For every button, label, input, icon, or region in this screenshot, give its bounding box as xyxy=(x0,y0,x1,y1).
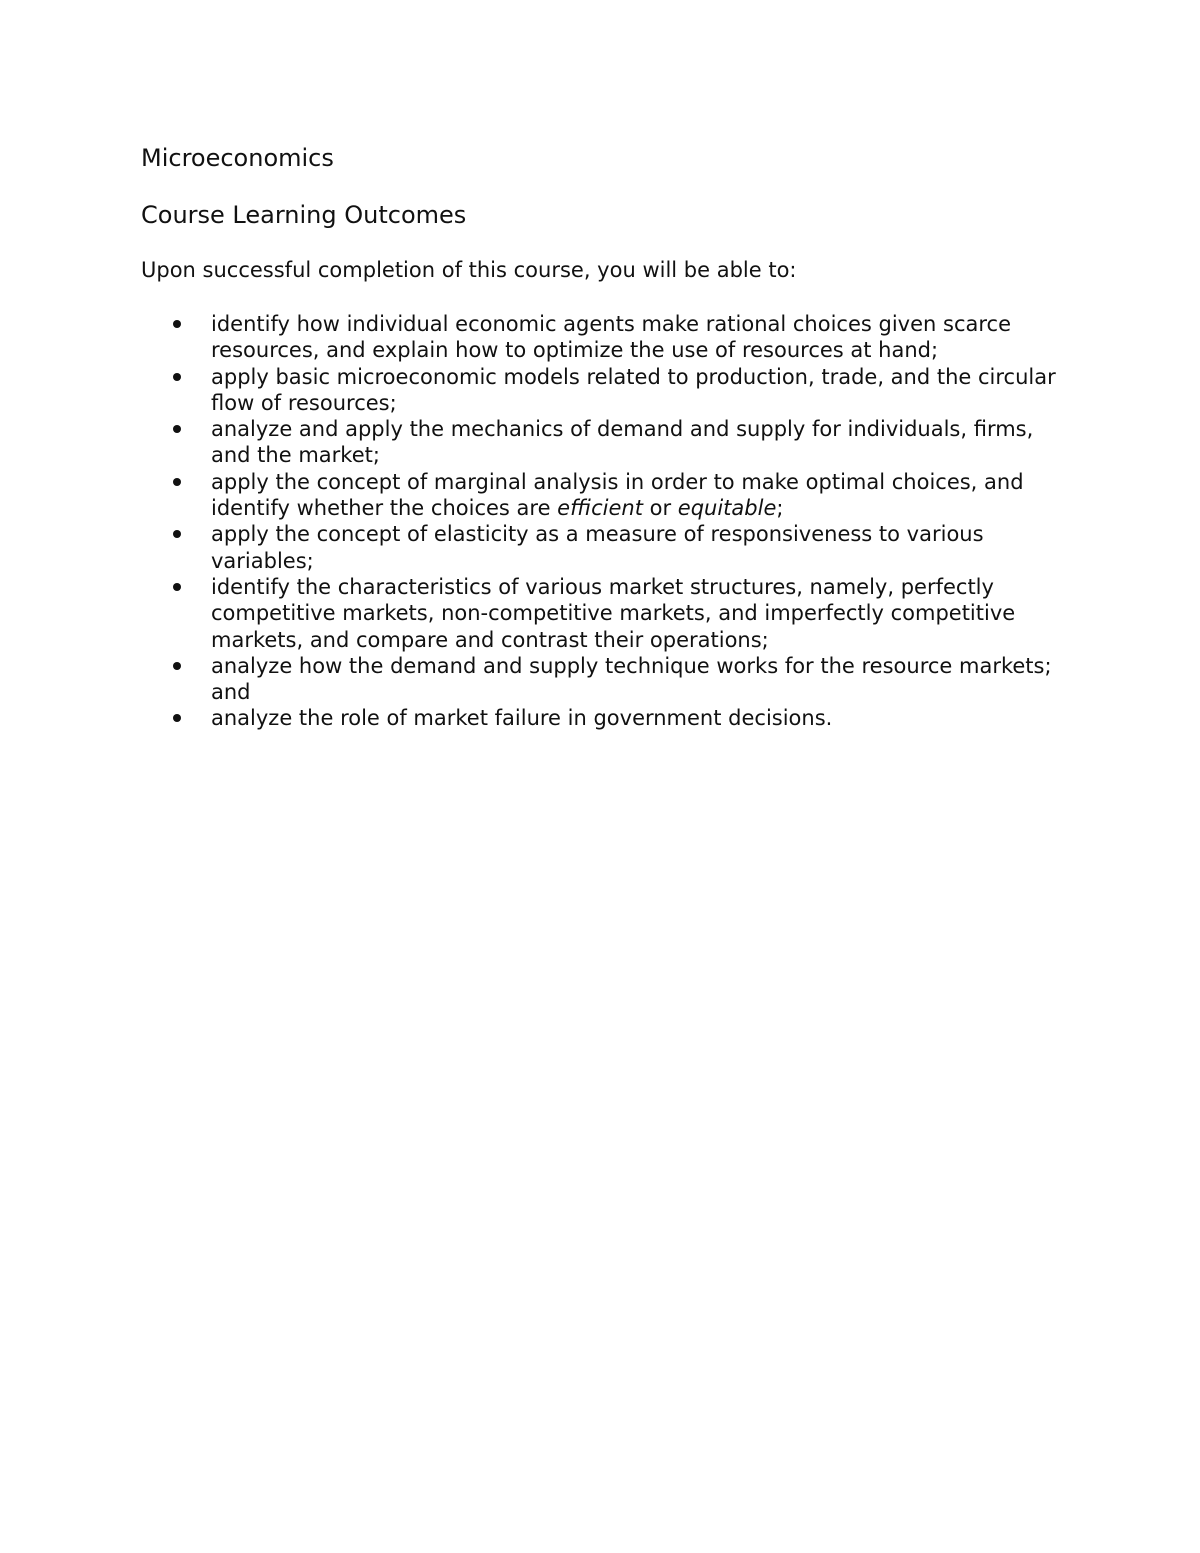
bullet-icon xyxy=(173,373,181,381)
bullet-icon xyxy=(173,425,181,433)
learning-outcome-item xyxy=(141,574,1061,653)
learning-outcome-text: analyze the role of market failure in government decisions. xyxy=(211,706,833,731)
intro-text: Upon successful completion of this course, you will be able to: xyxy=(141,258,797,282)
learning-outcome-text: identify the characteristics of various market structures, namely, perfectly competitive markets, non-competitive markets, and imperfectly competitive markets, and compare and contrast their operations; xyxy=(211,574,1016,652)
learning-outcome-text xyxy=(211,470,1024,520)
learning-outcome-text: identify how individual economic agents make rational choices given scarce resources, and explain how to optimize the use of resources at hand; xyxy=(211,312,1011,363)
learning-outcome-prefix: apply the concept of marginal analysis in order to make optimal choices, and identify whether the choices are xyxy=(211,469,1024,521)
learning-outcome-text: analyze how the demand and supply technique works for the resource markets; and xyxy=(211,653,1052,705)
bullet-icon xyxy=(173,530,181,538)
section-heading: Course Learning Outcomes xyxy=(141,201,467,229)
bullet-icon xyxy=(173,714,181,722)
bullet-icon xyxy=(173,583,181,591)
learning-outcome-item xyxy=(141,705,1061,731)
learning-outcome-suffix: ; xyxy=(776,496,784,521)
learning-outcome-item xyxy=(141,469,1061,522)
learning-outcomes-list xyxy=(141,311,1061,732)
learning-outcome-item xyxy=(141,653,1061,706)
learning-outcome-item xyxy=(141,311,1061,364)
learning-outcome-item xyxy=(141,521,1061,574)
bullet-icon xyxy=(173,320,181,328)
learning-outcome-item xyxy=(141,364,1061,417)
learning-outcome-text: apply the concept of elasticity as a measure of responsiveness to various variables; xyxy=(211,522,984,573)
efficient-emphasis: efficient xyxy=(557,496,643,521)
document-title: Microeconomics xyxy=(141,144,334,172)
bullet-icon xyxy=(173,478,181,486)
learning-outcome-connector: or xyxy=(642,496,678,521)
equitable-emphasis: equitable xyxy=(677,496,777,521)
learning-outcome-item xyxy=(141,416,1061,469)
learning-outcome-text: apply basic microeconomic models related to production, trade, and the circular flow of resources; xyxy=(211,364,1056,415)
bullet-icon xyxy=(173,662,181,670)
learning-outcome-text: analyze and apply the mechanics of demand and supply for individuals, firms, and the market; xyxy=(211,417,1034,468)
